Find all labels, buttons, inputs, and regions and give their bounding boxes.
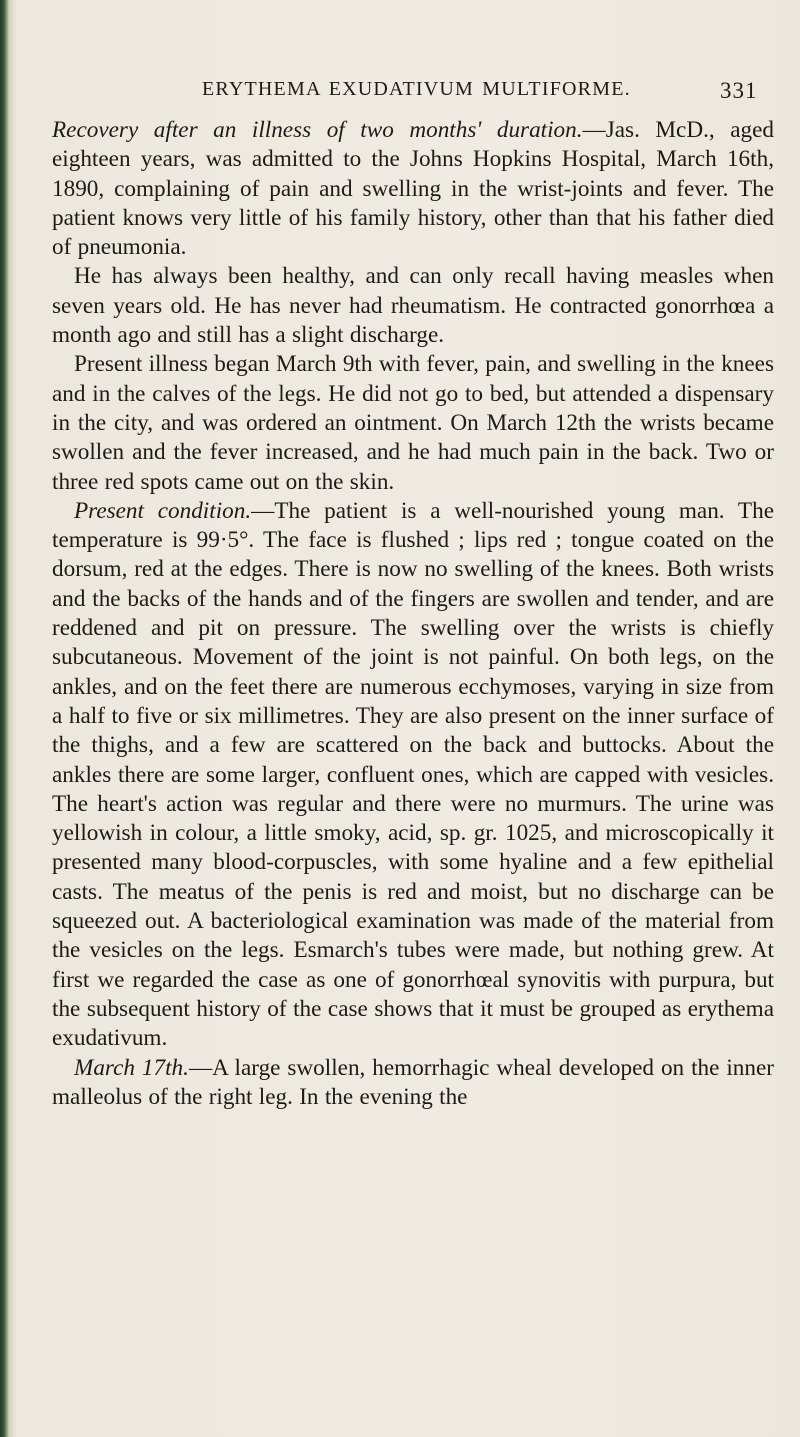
paragraph-lead: Present condition. <box>74 497 252 524</box>
paragraph-lead: Recovery after an illness of two months' duration. <box>52 117 583 143</box>
paragraph <box>52 1054 774 1113</box>
paragraph-text: —Jas. McD., aged eighteen years, was admitted to the Johns Hopkins Hospital, March 16th, 1890, complaining of pain and swelling in the wrist-joints and fever. The patient knows very little of his family history, other than that his father died of pneumonia. <box>52 117 775 261</box>
paragraph-text: He has always been healthy, and can only recall having measles when seven years old. He has never had rheumatism. He contracted gonorrhœa a month ago and still has a slight discharge. <box>52 263 774 349</box>
paragraph-text: —The patient is a well-nourished young man. The temperature is 99·5°. The face is flushed ; lips red ; tongue coated on the dorsum, red at the edges. There is now no swelling of the knees. Both wrists and the backs of the hands and of the fingers are swollen and tender, and are reddened and pit on pressure. The swelling over the wrists is chiefly subcutaneous. Movement of the joint is not painful. On both legs, on the ankles, and on the feet there are numerous ecchymoses, varying in size from a half to five or six millimetres. They are also present on the inner surface of the thighs, and a few are scattered on the back and buttocks. About the ankles there are some larger, confluent ones, which are capped with vesicles. The heart's action was regular and there were no murmurs. The urine was yellowish in colour, a little smoky, acid, sp. gr. 1025, and microscopically it presented many blood-corpuscles, with some hyaline and a few epithelial casts. The meatus of the penis is red and moist, but no discharge can be squeezed out. A bacteriological examination was made of the material from the vesicles on the legs. Esmarch's tubes were made, but nothing grew. At first we regarded the case as one of gonorrhœal synovitis with purpura, but the subsequent history of the case shows that it must be grouped as erythema exudativum. <box>52 497 774 1052</box>
page-number: 331 <box>720 78 758 103</box>
paragraph-lead: March 17th. <box>74 1054 189 1081</box>
paragraph-text: Present illness began March 9th with fever, pain, and swelling in the knees and in the calves of the legs. He did not go to bed, but attended a dispensary in the city, and was ordered an ointment. On March 12th the wrists became swollen and the fever increased, and he had much pain in the back. Two or three red spots came out on the skin. <box>52 351 774 495</box>
paragraph-text: —A large swollen, hemorrhagic wheal developed on the inner malleolus of the right leg. In the evening the <box>52 1054 774 1110</box>
running-head <box>0 78 800 108</box>
body-text <box>52 116 774 1112</box>
paragraph <box>52 497 774 1054</box>
paragraph <box>52 262 774 350</box>
paragraph <box>52 350 774 496</box>
paragraph <box>52 116 774 262</box>
chapter-title: ERYTHEMA EXUDATIVUM MULTIFORME. <box>202 78 631 100</box>
